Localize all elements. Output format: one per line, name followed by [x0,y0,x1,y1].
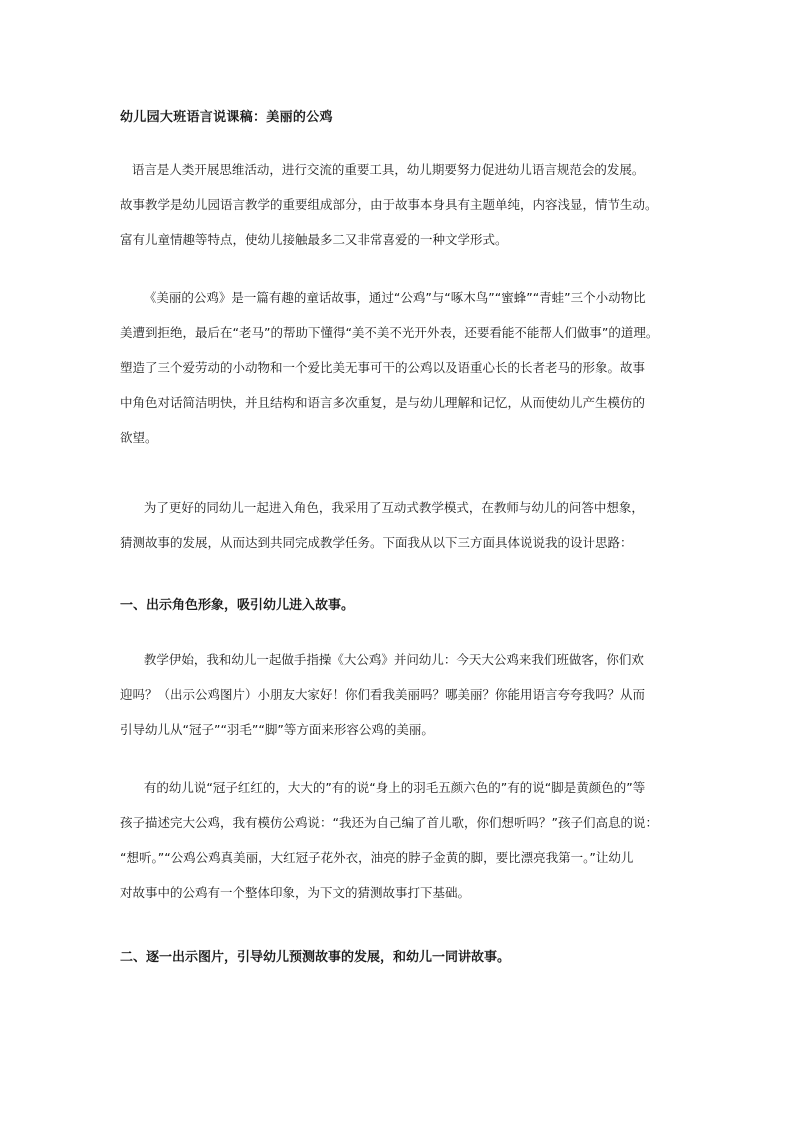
paragraph-story-summary [120,280,676,455]
text-line: 语言是人类开展思维活动，进行交流的重要工具，幼儿期要努力促进幼儿语言规范会的发展。 [120,162,645,177]
paragraph-intro [120,152,676,257]
text-line: 引导幼儿从“冠子”“羽毛”“脚”等方面来形容公鸡的美丽。 [120,722,434,737]
text-line: 有的幼儿说“冠子红红的，大大的”有的说“身上的羽毛五颜六色的”有的说“脚是黄颜色的”等 [120,780,646,795]
text-line: 塑造了三个爱劳动的小动物和一个爱比美无事可干的公鸡以及语重心长的长者老马的形象。故事 [120,360,646,375]
text-line: 对故事中的公鸡有一个整体印象，为下文的猜测故事打下基础。 [120,885,471,900]
text-line: 孩子描述完大公鸡，我有模仿公鸡说：“我还为自己编了首儿歌，你们想听吗？”孩子们高息的说： [120,815,658,830]
document-title: 幼儿园大班语言说课稿：美丽的公鸡 [120,110,333,125]
text-line: 猜测故事的发展，从而达到共同完成教学任务。下面我从以下三方面具体说说我的设计思路： [120,535,633,550]
text-line: 教学伊始，我和幼儿一起做手指操《大公鸡》并问幼儿：今天大公鸡来我们班做客，你们欢 [120,652,644,667]
text-line: 美遭到拒绝，最后在“老马”的帮助下懂得“美不美不光开外表，还要看能不能帮人们做事”的道理。 [120,325,659,340]
paragraph-opening-activity [120,642,676,747]
section-heading-1: 一、出示角色形象，吸引幼儿进入故事。 [120,598,355,613]
section-heading-2: 二、逐一出示图片，引导幼儿预测故事的发展，和幼儿一同讲故事。 [120,950,511,965]
paragraph-children-responses [120,770,676,910]
text-line: 为了更好的同幼儿一起进入角色，我采用了互动式教学模式，在教师与幼儿的问答中想象， [120,500,644,515]
text-line: “想听。”“公鸡公鸡真美丽，大红冠子花外衣，油亮的脖子金黄的脚，要比漂亮我第一。”让幼儿 [120,850,634,865]
paragraph-teaching-mode [120,490,676,560]
text-line: 故事教学是幼儿园语言教学的重要组成部分，由于故事本身具有主题单纯，内容浅显，情节生动。 [120,197,658,212]
text-line: 富有儿童情趣等特点，使幼儿接触最多二又非常喜爱的一种文学形式。 [120,232,508,247]
text-line: 迎吗？（出示公鸡图片）小朋友大家好！你们看我美丽吗？哪美丽？你能用语言夸夸我吗？从而 [120,687,646,702]
text-line: 中角色对话简洁明快，并且结构和语言多次重复，是与幼儿理解和记忆，从而使幼儿产生模仿的 [120,395,646,410]
text-line: 《美丽的公鸡》是一篇有趣的童话故事，通过“公鸡”与“啄木鸟”“蜜蜂”“青蛙”三个小动物比 [120,290,646,305]
text-line: 欲望。 [120,430,158,445]
